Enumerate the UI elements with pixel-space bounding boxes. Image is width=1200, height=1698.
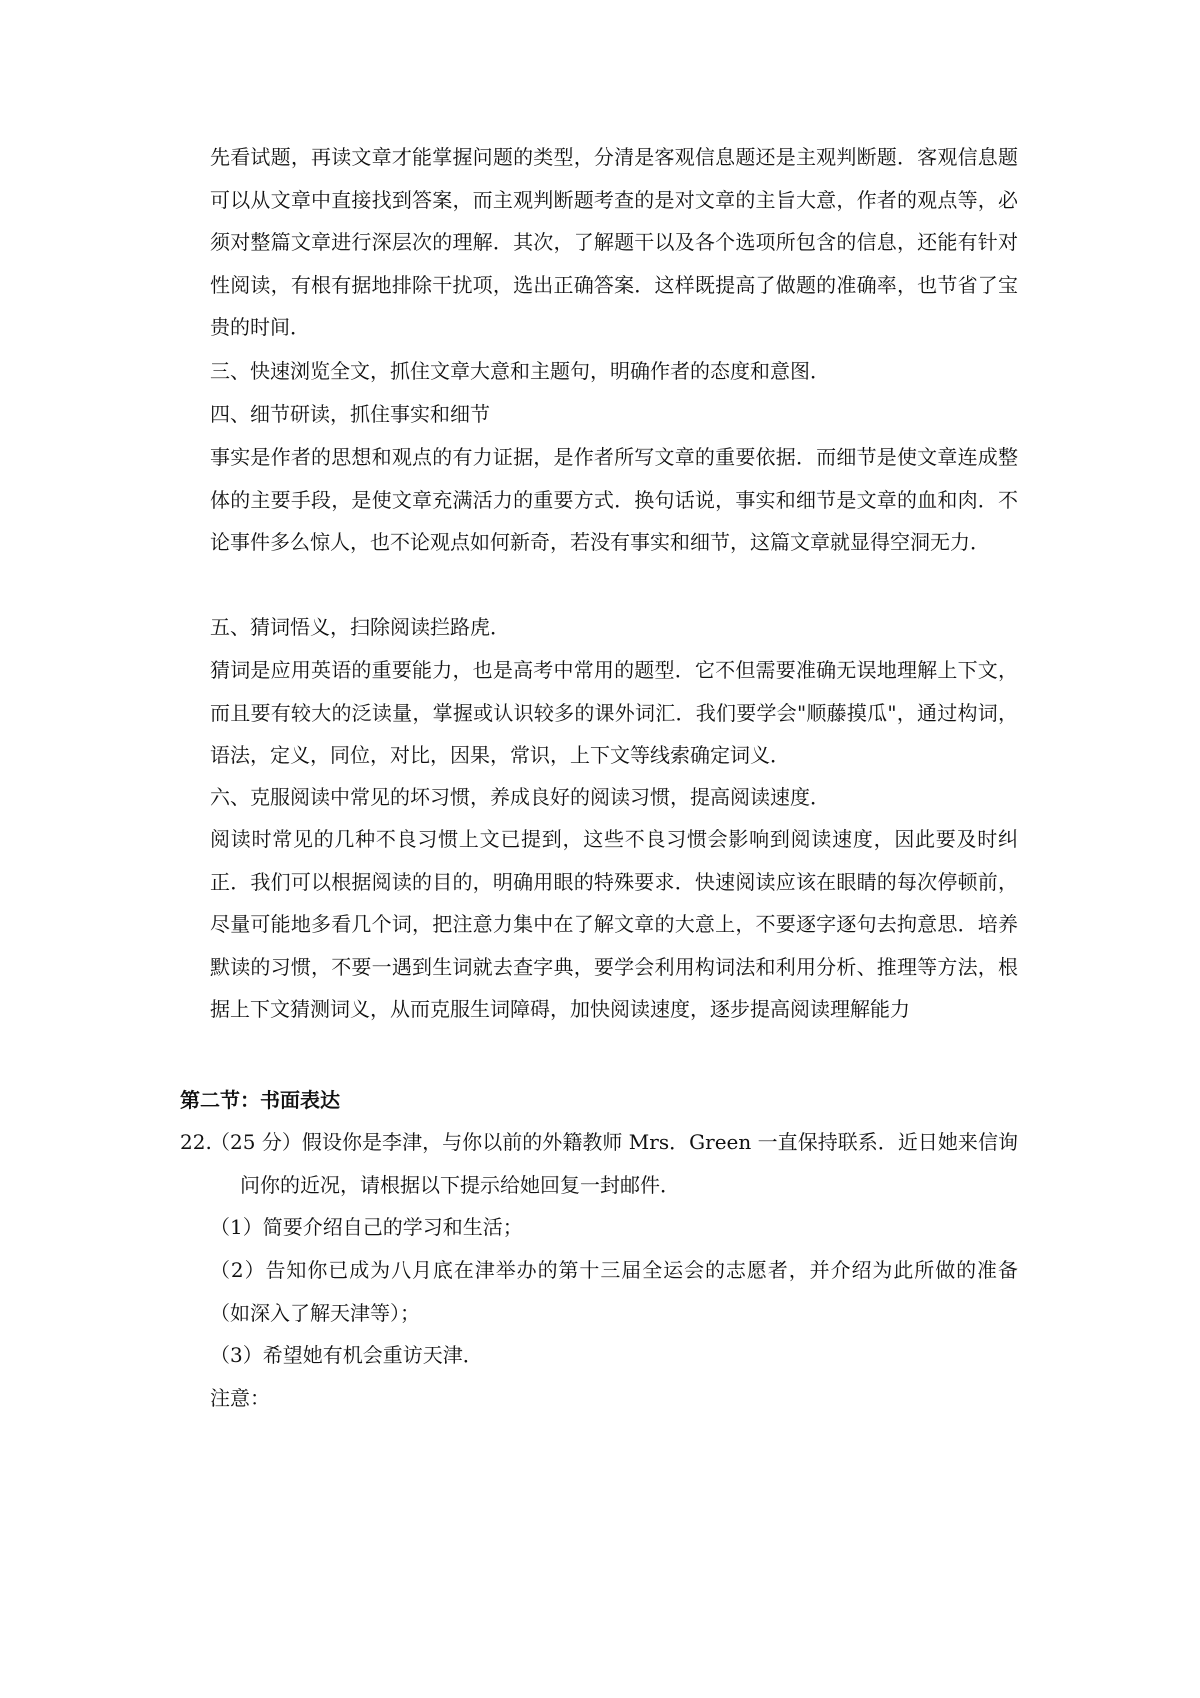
heading-guess-words: 五、猜词悟义，扫除阅读拦路虎． (210, 615, 510, 639)
question-item-3: （3）希望她有机会重访天津． (210, 1343, 483, 1367)
paragraph-guess-words: 猜词是应用英语的重要能力，也是高考中常用的题型．它不但需要准确无误地理解上下文，而且要有较大的泛读量，掌握或认识较多的课外词汇．我们要学会"顺藤摸瓜"，通过构词，语法，定义，同位，对比，因果，常识，上下文等线索确定词义． (210, 658, 1018, 767)
paragraph-facts-details: 事实是作者的思想和观点的有力证据，是作者所写文章的重要依据．而细节是使文章连成整体的主要手段，是使文章充满活力的重要方式．换句话说，事实和细节是文章的血和肉．不论事件多么惊人，也不论观点如何新奇，若没有事实和细节，这篇文章就显得空洞无力． (210, 445, 1018, 554)
section-title: 第二节：书面表达 (180, 1088, 340, 1112)
heading-reading-habits: 六、克服阅读中常见的坏习惯，养成良好的阅读习惯，提高阅读速度． (210, 785, 830, 809)
heading-skim-text: 三、快速浏览全文，抓住文章大意和主题句，明确作者的态度和意图． (210, 359, 830, 383)
paragraph-reading-strategy: 先看试题，再读文章才能掌握问题的类型，分清是客观信息题还是主观判断题．客观信息题可以从文章中直接找到答案，而主观判断题考查的是对文章的主旨大意，作者的观点等，必须对整篇文章进行深层次的理解．其次，了解题干以及各个选项所包含的信息，还能有针对性阅读，有根有据地排除干扰项，选出正确答案．这样既提高了做题的准确率，也节省了宝贵的时间． (210, 145, 1018, 339)
question-item-1: （1）简要介绍自己的学习和生活； (210, 1215, 523, 1239)
question-note-label: 注意： (210, 1386, 270, 1410)
heading-detail-reading: 四、细节研读，抓住事实和细节 (210, 402, 490, 426)
question-number: 22. (180, 1130, 212, 1154)
paragraph-reading-habits: 阅读时常见的几种不良习惯上文已提到，这些不良习惯会影响到阅读速度，因此要及时纠正．我们可以根据阅读的目的，明确用眼的特殊要求．快速阅读应该在眼睛的每次停顿前，尽量可能地多看几个词，把注意力集中在了解文章的大意上，不要逐字逐句去拘意思．培养默读的习惯，不要一遇到生词就去查字典，要学会利用构词法和利用分析、推理等方法，根据上下文猜测词义，从而克服生词障碍，加快阅读速度，逐步提高阅读理解能力 (210, 827, 1018, 1021)
question-item-2: （2）告知你已成为八月底在津举办的第十三届全运会的志愿者，并介绍为此所做的准备（如深入了解天津等）； (210, 1258, 1018, 1325)
question-prompt: （25 分）假设你是李津，与你以前的外籍教师 Mrs．Green 一直保持联系．近日她来信询问你的近况，请根据以下提示给她回复一封邮件． (210, 1130, 1018, 1197)
